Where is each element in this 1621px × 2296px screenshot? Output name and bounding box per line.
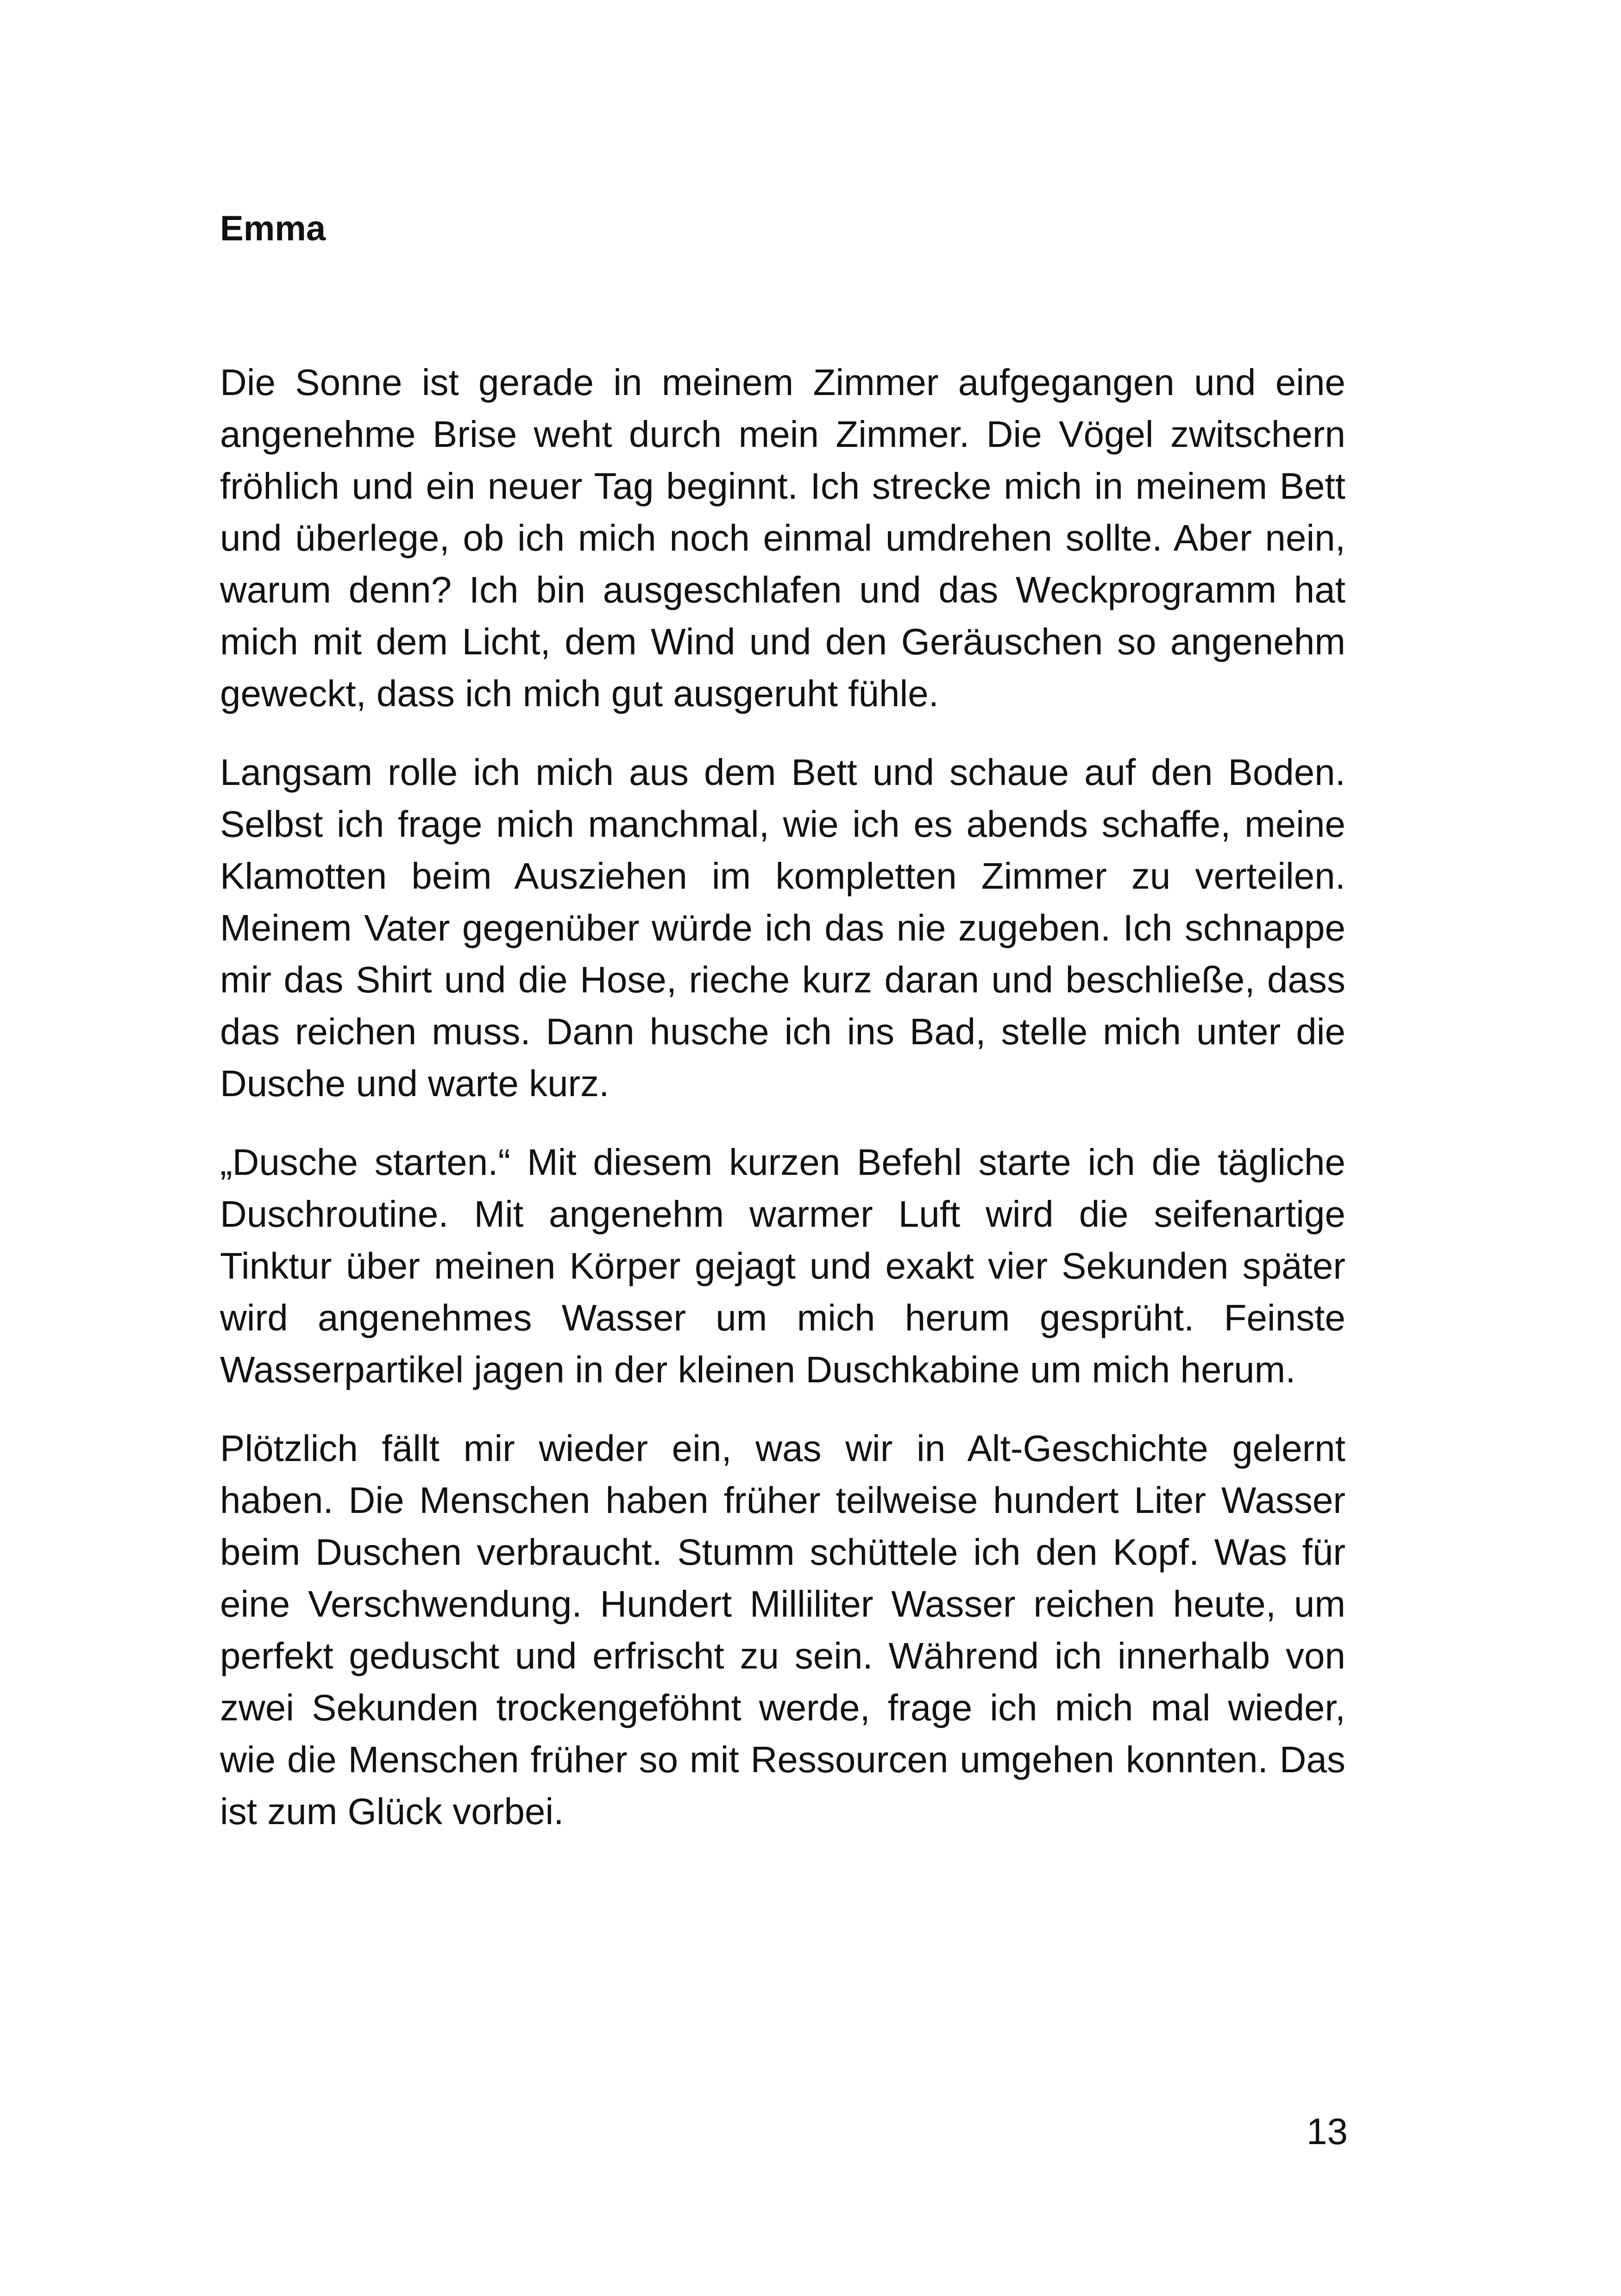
body-text (220, 357, 1345, 1864)
paragraph: „Dusche starten.“ Mit diesem kurzen Befehl starte ich die tägliche Duschroutine. Mit angenehm warmer Luft wird die seifenartige Tinktur über meinen Körper gejagt und exakt vier Sekunden später wird angenehmes Wasser um mich herum gesprüht. Feinste Wasserpartikel jagen in der kleinen Duschkabine um mich herum. (220, 1142, 1345, 1390)
page-number: 13 (1307, 2111, 1348, 2152)
paragraph: Plötzlich fällt mir wieder ein, was wir in Alt-Geschichte gelernt haben. Die Menschen haben früher teilweise hundert Liter Wasser beim Duschen verbraucht. Stumm schüttele ich den Kopf. Was für eine Verschwendung. Hundert Milliliter Wasser reichen heute, um perfekt geduscht und erfrischt zu sein. Während ich innerhalb von zwei Sekunden trockengeföhnt werde, frage ich mich mal wieder, wie die Menschen früher so mit Ressourcen umgehen konnten. Das ist zum Glück vorbei. (220, 1428, 1345, 1832)
paragraph: Langsam rolle ich mich aus dem Bett und schaue auf den Boden. Selbst ich frage mich manchmal, wie ich es abends schaffe, meine Klamotten beim Ausziehen im kompletten Zimmer zu verteilen. Meinem Vater gegenüber würde ich das nie zugeben. Ich schnappe mir das Shirt und die Hose, rieche kurz daran und beschließe, dass das reichen muss. Dann husche ich ins Bad, stelle mich unter die Dusche und warte kurz. (220, 752, 1345, 1104)
paragraph: Die Sonne ist gerade in meinem Zimmer aufgegangen und eine angenehme Brise weht durch mein Zimmer. Die Vögel zwitschern fröhlich und ein neuer Tag beginnt. Ich strecke mich in meinem Bett und überlege, ob ich mich noch einmal umdrehen sollte. Aber nein, warum denn? Ich bin ausgeschlafen und das Weckprogramm hat mich mit dem Licht, dem Wind und den Geräuschen so angenehm geweckt, dass ich mich gut ausgeruht fühle. (220, 362, 1345, 714)
chapter-heading: Emma (220, 209, 326, 248)
